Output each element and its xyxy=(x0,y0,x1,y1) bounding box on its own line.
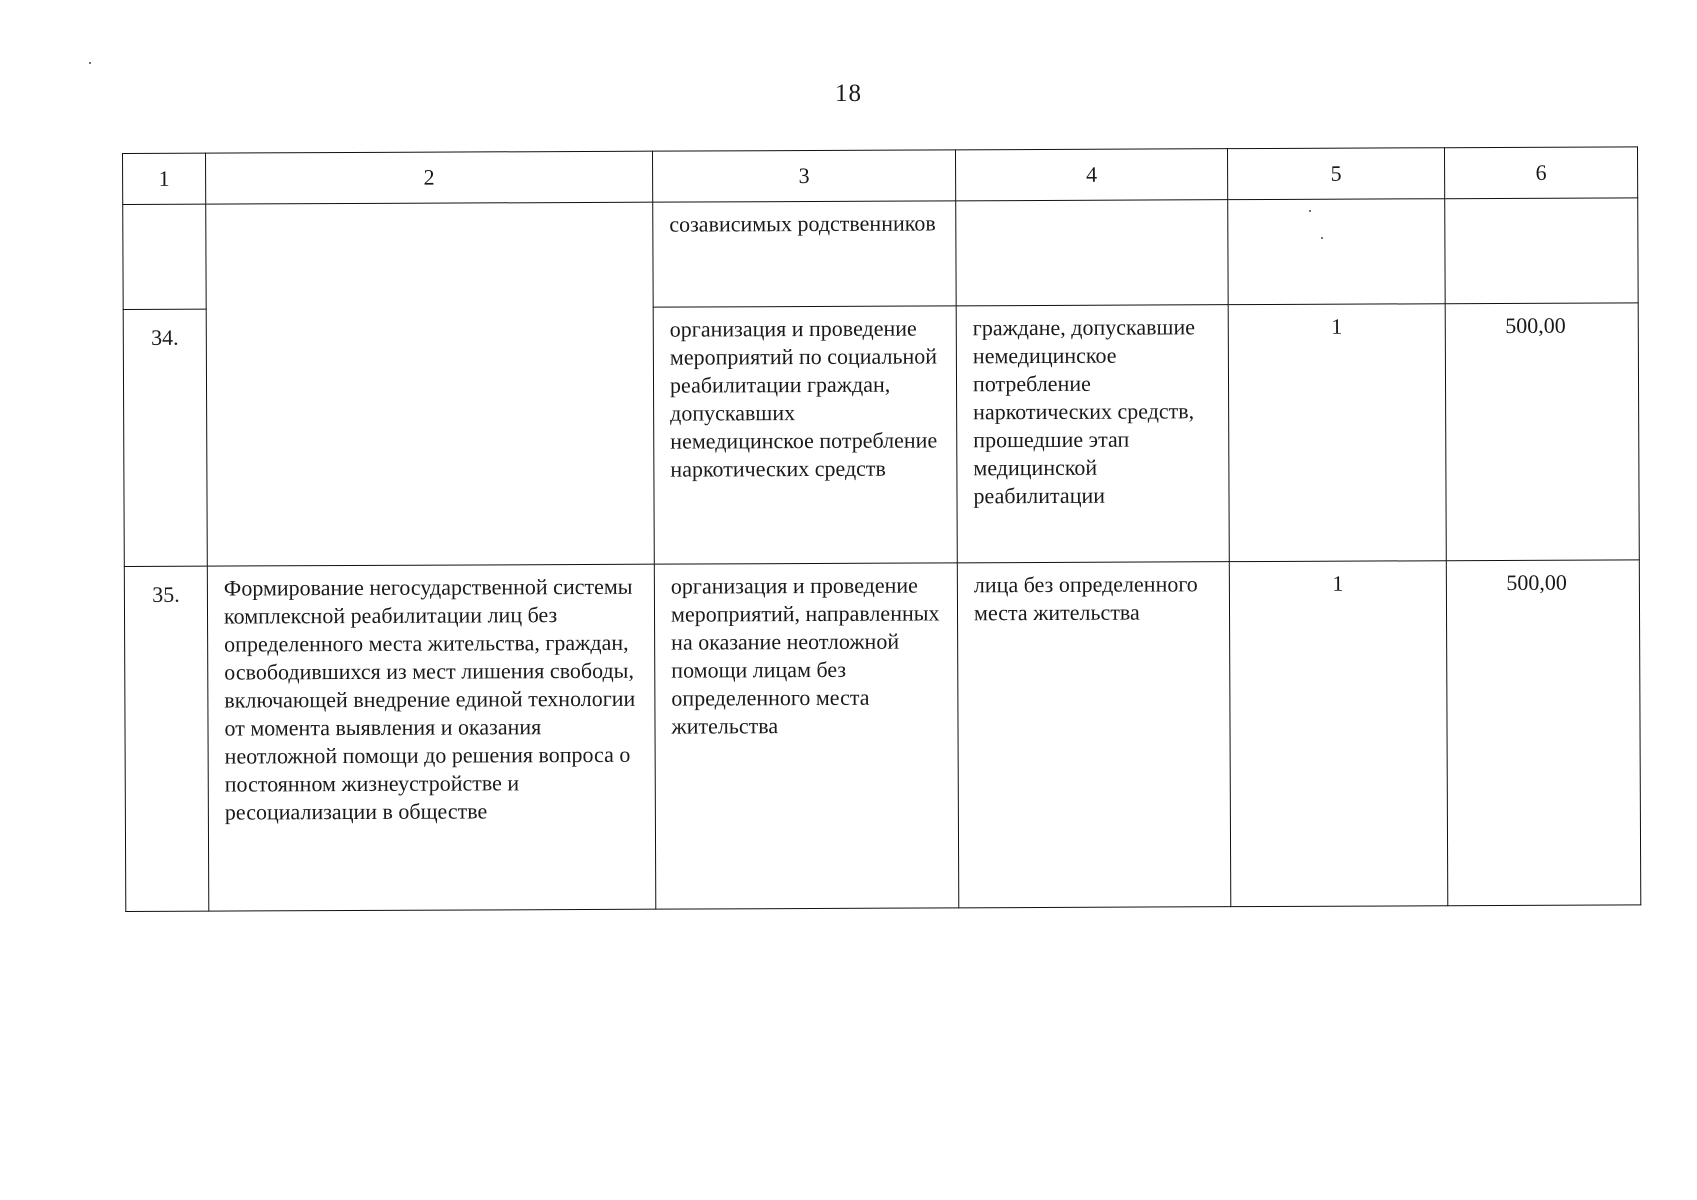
table-header-row xyxy=(123,147,1638,205)
recipients-cell: граждане, допускавшие немедицинское потребление наркотических средств, прошедшие этап медицинской реабилитации xyxy=(956,305,1229,563)
count-cell: 1 xyxy=(1229,561,1448,907)
column-header-4: 4 xyxy=(955,149,1227,201)
recipients-cell xyxy=(956,200,1228,306)
table-row xyxy=(124,560,1640,912)
row-number-cell: 34. xyxy=(123,309,207,566)
amount-cell xyxy=(1445,198,1638,304)
count-cell xyxy=(1228,199,1445,305)
column-header-6: 6 xyxy=(1444,147,1637,199)
column-header-1: 1 xyxy=(123,153,206,204)
column-header-5: 5 xyxy=(1227,148,1444,200)
activity-cell: организация и проведение мероприятий, направленных на оказание неотложной помощи лицам без определенного места жительства xyxy=(654,563,959,909)
count-cell: 1 xyxy=(1228,304,1446,562)
amount-cell: 500,00 xyxy=(1446,560,1641,906)
table-row xyxy=(123,198,1638,310)
measure-cell: Формирование негосударственной системы комплексной реабилитации лиц без определенного места жительства, граждан, освободившихся из мест лишения свободы, включающей внедрение единой технологии от момента выявления и оказания неотложной помощи до решения вопроса о постоянном жизнеустройстве и ресоциализации в обществе xyxy=(207,564,656,911)
page-number: 18 xyxy=(835,80,862,107)
row-number-cell xyxy=(123,204,206,309)
measure-cell xyxy=(206,202,655,566)
funding-table xyxy=(122,146,1641,912)
column-header-2: 2 xyxy=(206,151,653,204)
activity-cell: организация и проведение мероприятий по социальной реабилитации граждан, допускавших немедицинское потребление наркотических средств xyxy=(653,306,957,564)
amount-cell: 500,00 xyxy=(1445,303,1639,561)
column-header-3: 3 xyxy=(652,150,955,202)
activity-cell: созависимых родственников xyxy=(653,201,956,307)
scan-speck xyxy=(89,62,91,64)
recipients-cell: лица без определенного места жительства xyxy=(957,562,1231,908)
row-number-cell: 35. xyxy=(124,566,209,911)
